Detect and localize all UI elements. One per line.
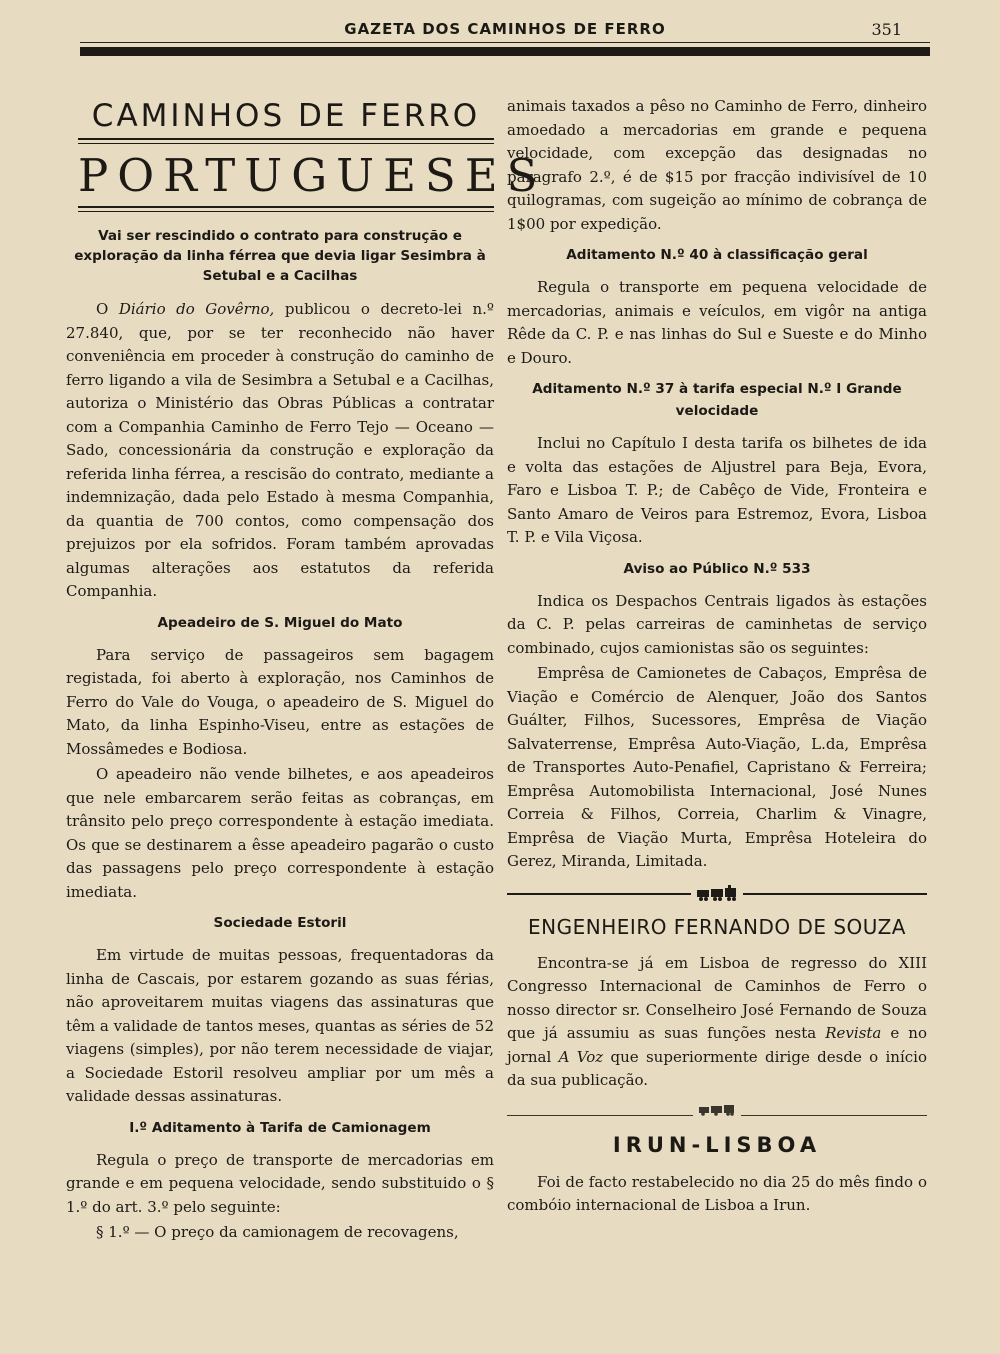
article-paragraph: O apeadeiro não vende bilhetes, e aos apeadeiros que nele embarcarem serão feitas as cobranças, em trânsito pelo preço correspondente à estação imediata. Os que se destinarem a êsse apeadeiro pagarão o custo das passagens pelo preço correspondente à estação imediata. — [66, 765, 494, 901]
article-paragraph: § 1.º — O preço da camionagem de recovagens, — [96, 1223, 459, 1241]
header-rule-thick — [80, 47, 930, 56]
left-column — [66, 95, 547, 1245]
company-list-paragraph: Emprêsa de Camionetes de Cabaços, Emprêsa de Viação e Comércio de Alenquer, João dos Santos Guálter, Filhos, Sucessores, Emprêsa de Viação Salvaterrense, Emprêsa Auto-Viação, L.da, Emprêsa de Transportes Auto-Penafiel, Capristano & Ferreira; Emprêsa Automobilista Internacional, José Nunes Correia & Filhos, Correia, Charlim & Vinagre, Emprêsa de Viação Murta, Emprêsa Hoteleira do Gerez, Miranda, Limitada. — [507, 664, 927, 870]
train-ornament-rule — [507, 884, 927, 902]
article-paragraph: animais taxados a pêso no Caminho de Ferro, dinheiro amoedado a mercadorias em grande e pequena velocidade, com excepção das designadas no paragrafo 2.º, é de $15 por fracção indivisível de 10 quilogramas, com sugeição ao mínimo de cobrança de 1$00 por expedição. — [507, 97, 927, 233]
masthead-line-2: PORTUGUESES — [78, 149, 547, 202]
masthead-rule — [78, 138, 494, 140]
subhead-aviso: Aviso ao Público N.º 533 — [623, 560, 811, 577]
masthead-rule-thin — [78, 143, 494, 144]
article-paragraph — [66, 298, 494, 604]
paragraph-fragment: que superiormente dirige desde o início da sua publicação. — [507, 1047, 927, 1089]
newspaper-name: A Voz — [558, 1047, 604, 1066]
train-ornament-small — [507, 1101, 927, 1119]
section-title-irun: IRUN-LISBOA — [612, 1132, 822, 1157]
subhead-tarifa: I.º Aditamento à Tarifa de Camionagem — [129, 1119, 431, 1136]
section-title-souza: ENGENHEIRO FERNANDO DE SOUZA — [528, 914, 906, 939]
article-paragraph: Inclui no Capítulo I desta tarifa os bilhetes de ida e volta das estações de Aljustrel para Beja, Evora, Faro e Lisboa T. P.; de Cabêço de Vide, Fronteira e Santo Amaro de Veiros para Estremoz, Evora, Lisboa T. P. e Vila Viçosa. — [507, 434, 927, 546]
subhead-estoril: Sociedade Estoril — [213, 915, 347, 931]
article-paragraph: Para serviço de passageiros sem bagagem registada, foi aberto à exploração, nos Caminhos de Ferro do Vale do Vouga, o apeadeiro de S. Miguel do Mato, da linha Espinho-Viseu, entre as estações de Mossâmedes e Bodiosa. — [66, 645, 494, 758]
paragraph-fragment: publicou o decreto-lei n.º 27.840, que, por se ter reconhecido não haver conveniência em proceder à construção do caminho de ferro ligando a vila de Sesimbra a Setubal e a Cacilhas, autoriza o Ministério das Obras Públicas a contratar com a Companhia Caminho de Ferro Tejo — Oceano — Sado, concessionária da construção e exploração da referida linha férrea, a rescisão do contrato, mediante a indemnização, dada pelo Estado à mesma Companhia, da quantia de 700 contos, como compensação dos prejuizos por ela sofridos. Foram também aprovadas algumas alterações aos estatutos da referida Companhia. — [66, 300, 494, 600]
paragraph-fragment: e no jornal — [507, 1024, 927, 1066]
page-number: 351 — [871, 20, 902, 39]
right-column — [507, 95, 927, 1218]
paragraph-fragment: O — [96, 300, 109, 318]
article-paragraph: Indica os Despachos Centrais ligados às estações da C. P. pelas carreiras de caminhetas de serviço combinado, cujos camionistas são os seguintes: — [507, 591, 927, 657]
masthead-line-1: CAMINHOS DE FERRO — [91, 98, 481, 134]
article-paragraph: Foi de facto restabelecido no dia 25 do mês findo o combóio internacional de Lisboa a Irun. — [507, 1172, 927, 1214]
train-icon — [691, 884, 743, 906]
article-headline: Vai ser rescindido o contrato para construção e exploração da linha férrea que devia ligar Sesimbra à Setubal e a Cacilhas — [74, 228, 486, 284]
journal-title: GAZETA DOS CAMINHOS DE FERRO — [344, 20, 666, 38]
subhead-aditamento-40: Aditamento N.º 40 à classificação geral — [566, 247, 868, 263]
paragraph-fragment: Encontra-se já em Lisboa de regresso do XIII Congresso Internacional de Caminhos de Ferro o nosso director sr. Conselheiro José Fernando de Souza que já assumiu as suas funções nesta — [507, 953, 927, 1042]
article-paragraph — [507, 952, 927, 1093]
article-paragraph: Regula o preço de transporte de mercadorias em grande e em pequena velocidade, sendo substituido o § 1.º do art. 3.º pelo seguinte: — [66, 1150, 494, 1216]
masthead-rule-bottom-thin — [78, 211, 494, 212]
train-icon — [693, 1101, 741, 1121]
article-paragraph: Regula o transporte em pequena velocidade de mercadorias, animais e veículos, em vigôr na antiga Rêde da C. P. e nas linhas do Sul e Sueste e do Minho e Douro. — [507, 278, 927, 367]
magazine-name: Revista — [825, 1024, 882, 1042]
article-paragraph: Em virtude de muitas pessoas, frequentadoras da linha de Cascais, por estarem gozando as suas férias, não aproveitarem muitas viagens das assinaturas que têm a validade de tantos meses, quantas as séries de 52 viagens (simples), por não terem necessidade de viajar, a Sociedade Estoril resolveu ampliar por um mês a validade dessas assinaturas. — [66, 946, 494, 1105]
subhead-aditamento-37: Aditamento N.º 37 à tarifa especial N.º I Grande velocidade — [532, 381, 902, 419]
header-rule-thin — [80, 42, 930, 43]
newspaper-name: Diário do Govêrno, — [118, 300, 275, 318]
masthead-rule-bottom — [78, 206, 494, 208]
running-header — [80, 18, 930, 42]
subhead-apeadeiro: Apeadeiro de S. Miguel do Mato — [157, 614, 403, 631]
